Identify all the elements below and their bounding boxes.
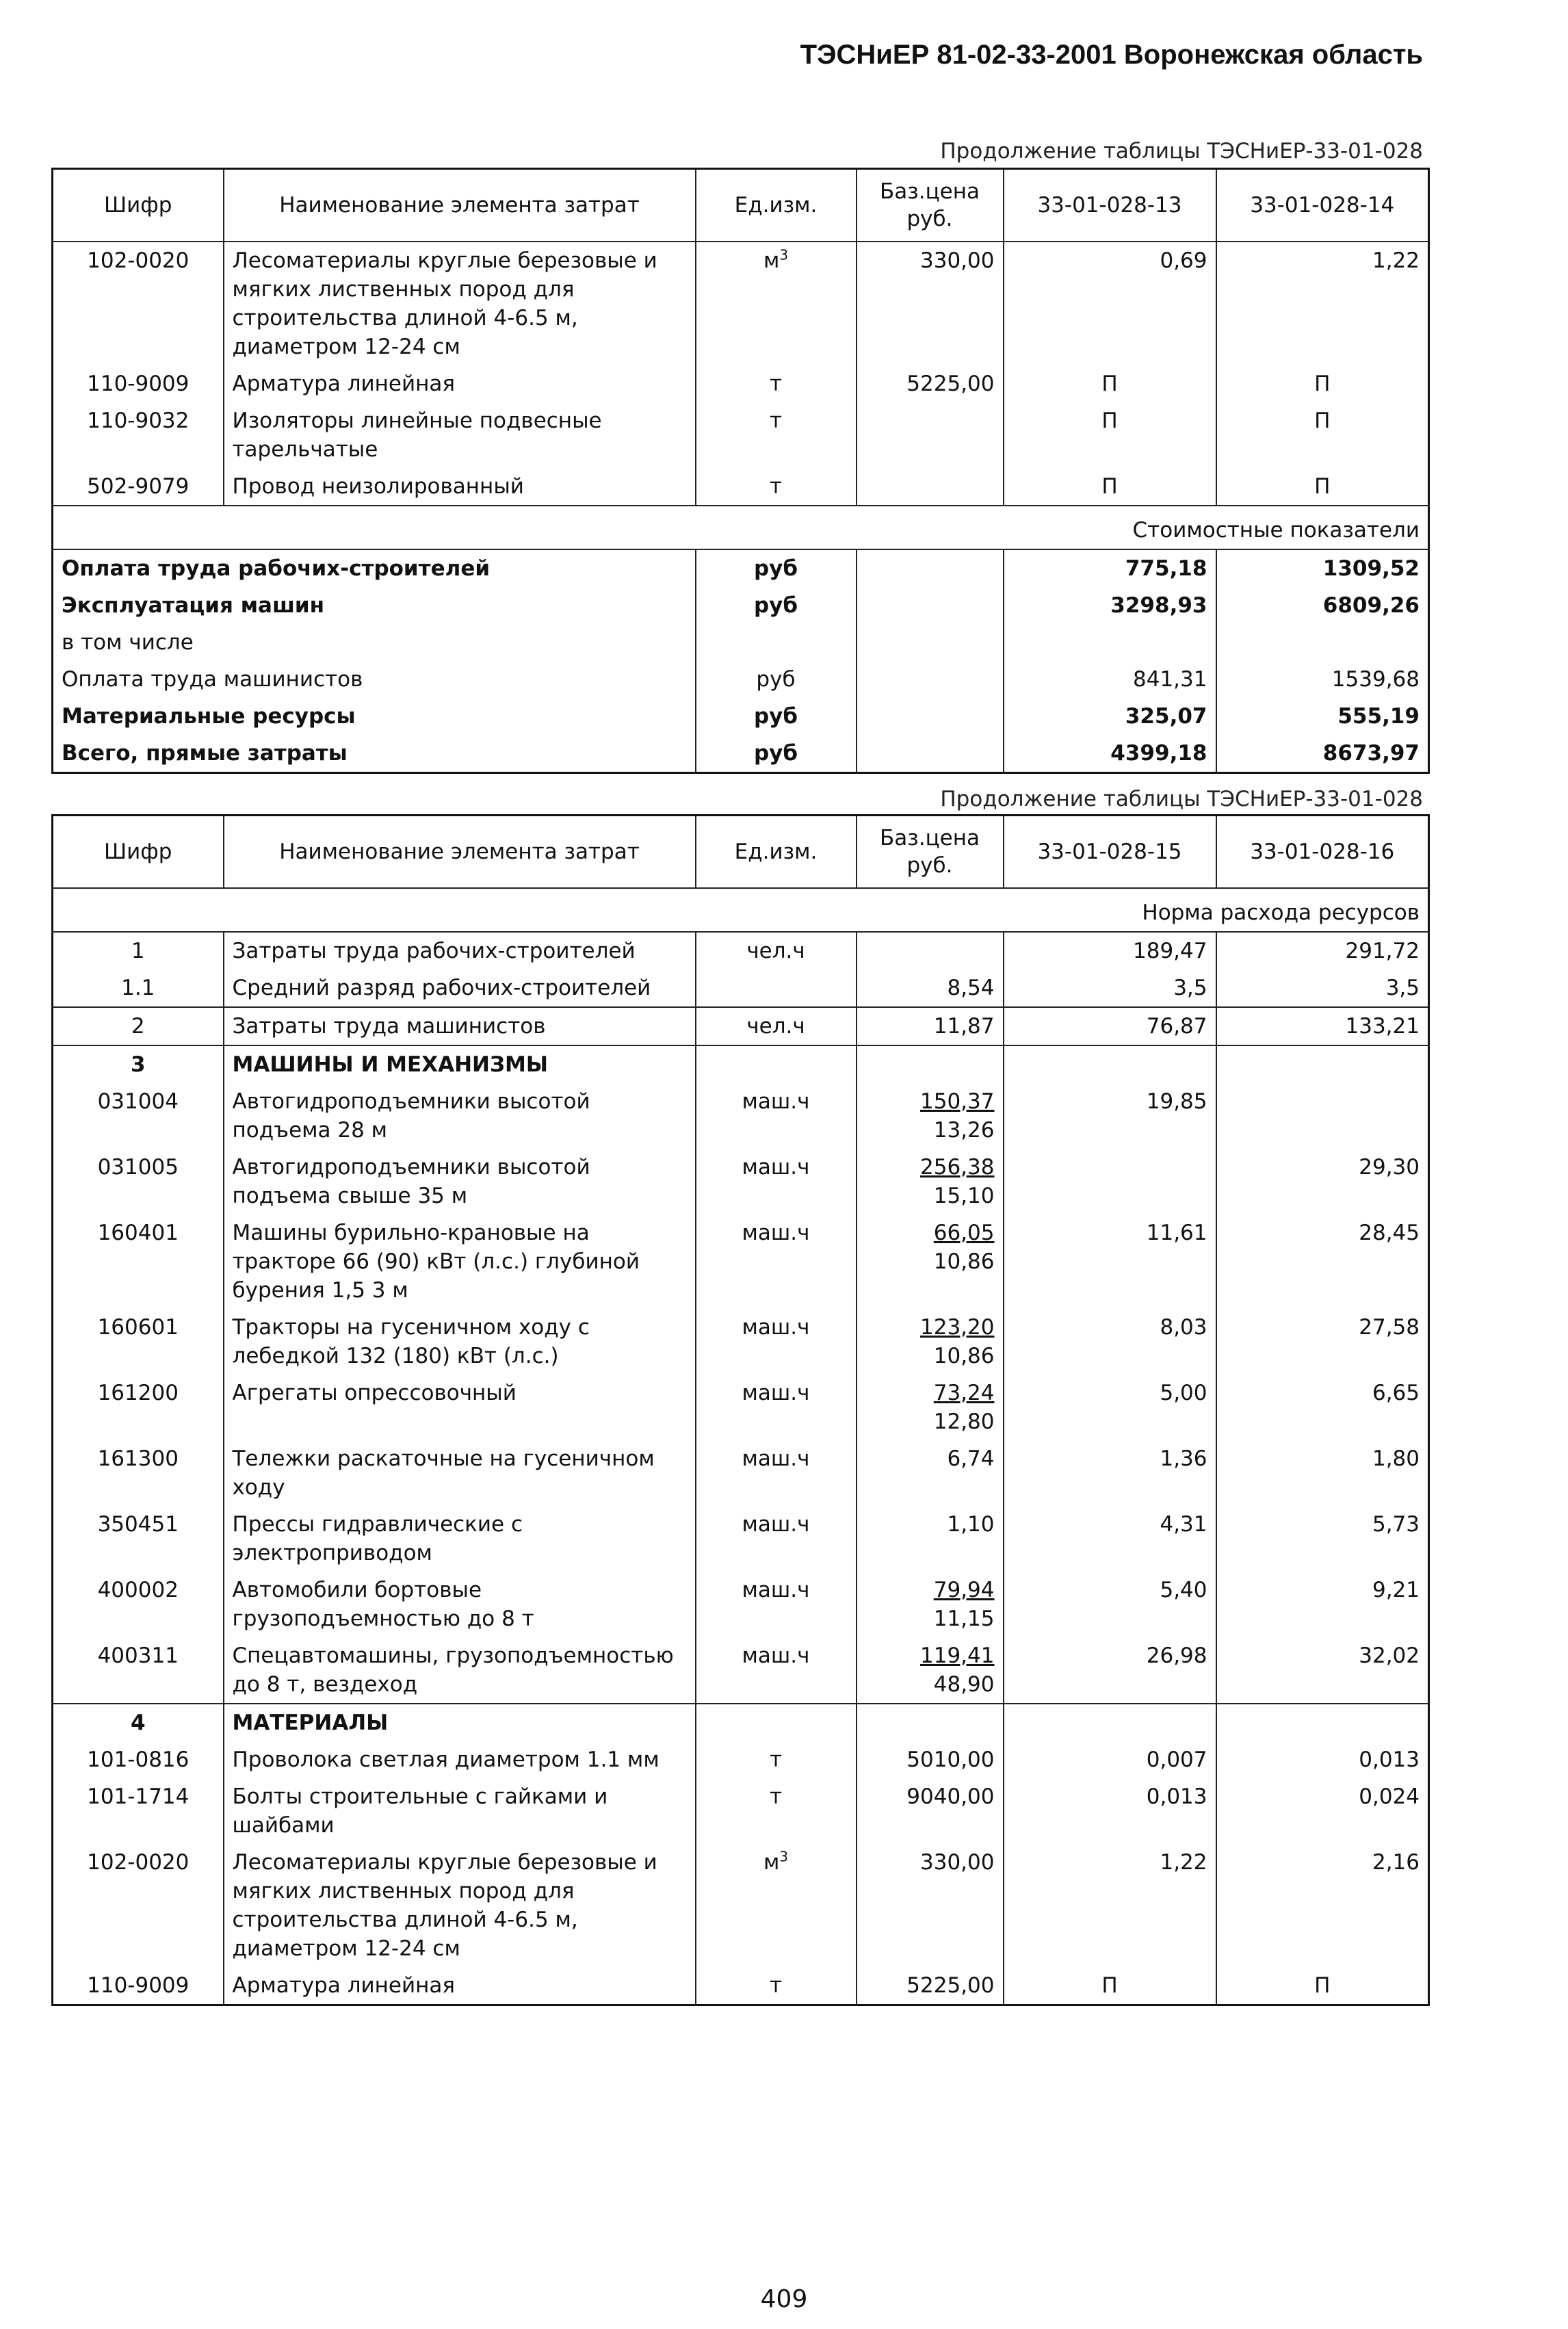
cell-v2: 0,024 [1216,1778,1429,1844]
price-cell [857,1572,1004,1637]
cell-code: 160601 [53,1309,224,1375]
base-price: 119,41 [920,1643,995,1668]
cell-v1: 4,31 [1004,1506,1216,1572]
cell-name: Автогидроподъемники высотой подъема 28 м [224,1083,696,1149]
cell-unit: $м^3$ [696,1844,857,1967]
cell-name: Спецавтомашины, грузоподъемностью до 8 т, вездеход [224,1637,696,1704]
col-header-norm-16: 33-01-028-16 [1216,816,1429,888]
cost-row: Оплата труда машинистов руб 841,31 1539,68 [53,661,1429,698]
cost-row: Оплата труда рабочих-строителей руб 775,18 1309,52 [53,549,1429,587]
col-header-code: Шифр [53,169,224,242]
cell-unit: маш.ч [696,1309,857,1375]
cell-unit: маш.ч [696,1637,857,1704]
cell-name: Затраты труда машинистов [224,1007,696,1045]
col-header-norm-13: 33-01-028-13 [1004,169,1216,242]
cell-unit: маш.ч [696,1149,857,1214]
cell-unit: маш.ч [696,1214,857,1309]
table-row: 110-9032 Изоляторы линейные подвесные тарельчатые т П П [53,402,1429,468]
cost-indicators-label: Стоимостные показатели [53,506,1429,549]
cell-name: Затраты труда рабочих-строителей [224,932,696,970]
cell-v2: 3,5 [1216,970,1429,1007]
table-row [53,1083,1429,1149]
cell-v2: 29,30 [1216,1149,1429,1214]
cell-name: Средний разряд рабочих-строителей [224,970,696,1007]
table-row [53,1572,1429,1637]
operator-wage-price: 12,80 [933,1409,995,1434]
price-cell [857,1506,1004,1572]
cost-row: Эксплуатация машин руб 3298,93 6809,26 [53,587,1429,624]
resource-table-2 [51,814,1430,2006]
table-row [53,1778,1429,1844]
col-header-price: Баз.цена руб. [857,169,1004,242]
operator-wage-price: 10,86 [933,1249,995,1274]
resource-table-1 [51,168,1430,774]
base-price: 150,37 [920,1089,995,1114]
price-cell [857,1214,1004,1309]
price-cell [857,1637,1004,1704]
resource-norm-label: Норма расхода ресурсов [53,888,1429,932]
table2-caption: Продолжение таблицы ТЭСНиЕР-33-01-028 [940,787,1423,811]
price-cell [857,970,1004,1007]
operator-wage-price: 10,86 [933,1343,995,1368]
table1-caption: Продолжение таблицы ТЭСНиЕР-33-01-028 [940,139,1423,164]
cell-v2: П [1216,1967,1429,2005]
cell-v1: 1,36 [1004,1440,1216,1506]
table-row [53,932,1429,970]
cell-code: 350451 [53,1506,224,1572]
base-price: 330,00 [920,1849,995,1875]
cell-code: 3 [53,1045,224,1083]
cell-v1: П [1004,1967,1216,2005]
operator-wage-price: 11,15 [933,1606,995,1631]
col-header-norm-14: 33-01-028-14 [1216,169,1429,242]
table-row: 502-9079 Провод неизолированный т П П [53,468,1429,506]
price-cell [857,1083,1004,1149]
col-header-code: Шифр [53,816,224,888]
cell-v1: 189,47 [1004,932,1216,970]
price-cell [857,1844,1004,1967]
page-number: 409 [760,2285,808,2313]
cell-unit: маш.ч [696,1572,857,1637]
cell-name: Болты строительные с гайками и шайбами [224,1778,696,1844]
table-row [53,1007,1429,1045]
cell-v1: 0,013 [1004,1778,1216,1844]
price-cell [857,1149,1004,1214]
cell-name: Прессы гидравлические с электроприводом [224,1506,696,1572]
cell-unit [696,1704,857,1741]
price-cell [857,1309,1004,1375]
cell-v2: 133,21 [1216,1007,1429,1045]
cell-unit [696,1045,857,1083]
cell-unit: маш.ч [696,1506,857,1572]
cell-unit: маш.ч [696,1375,857,1440]
table-row [53,1844,1429,1967]
cell-name: Автомобили бортовые грузоподъемностью до 8 т [224,1572,696,1637]
section-label-row [53,888,1429,932]
cell-v2: 9,21 [1216,1572,1429,1637]
cell-name: Лесоматериалы круглые березовые и мягких лиственных пород для строительства длиной 4-6.5 м, диаметром 12-24 см [224,1844,696,1967]
cell-name: Автогидроподъемники высотой подъема свыше 35 м [224,1149,696,1214]
price-cell [857,1741,1004,1778]
cell-v2: 32,02 [1216,1637,1429,1704]
price-cell [857,1007,1004,1045]
cell-unit: т [696,1967,857,2005]
cell-name: МАТЕРИАЛЫ [224,1704,696,1741]
cell-v1: 0,007 [1004,1741,1216,1778]
base-price: 6,74 [947,1446,995,1471]
table-row: 102-0020 Лесоматериалы круглые березовые и мягких лиственных пород для строительства длиной 4-6.5 м, диаметром 12-24 см $м^3$ 330,00 0,69 1,22 [53,242,1429,365]
cell-unit: чел.ч [696,932,857,970]
cost-row: Материальные ресурсы руб 325,07 555,19 [53,698,1429,735]
cell-code: 102-0020 [53,1844,224,1967]
cell-code: 101-0816 [53,1741,224,1778]
col-header-name: Наименование элемента затрат [224,816,696,888]
base-price: 5225,00 [906,1973,995,1998]
cell-name: Тележки раскаточные на гусеничном ходу [224,1440,696,1506]
table-row [53,1741,1429,1778]
price-cell [857,1375,1004,1440]
cell-v1: 26,98 [1004,1637,1216,1704]
cell-v2: 5,73 [1216,1506,1429,1572]
cell-name: Машины бурильно-крановые на тракторе 66 (90) кВт (л.с.) глубиной бурения 1,5 3 м [224,1214,696,1309]
operator-wage-price: 48,90 [933,1671,995,1697]
table-row [53,1967,1429,2005]
table-row [53,1506,1429,1572]
cell-v1: 5,00 [1004,1375,1216,1440]
price-cell [857,1440,1004,1506]
table-row [53,1375,1429,1440]
table-row: 110-9009 Арматура линейная т 5225,00 П П [53,365,1429,402]
cell-v2: 291,72 [1216,932,1429,970]
col-header-name: Наименование элемента затрат [224,169,696,242]
cell-unit: чел.ч [696,1007,857,1045]
cell-unit: т [696,1741,857,1778]
col-header-price: Баз.цена руб. [857,816,1004,888]
cell-code: 400002 [53,1572,224,1637]
section-heading-row [53,1045,1429,1083]
cell-v2 [1216,1045,1429,1083]
base-price: 11,87 [933,1013,995,1039]
cell-v2 [1216,1704,1429,1741]
cell-v1 [1004,1045,1216,1083]
cell-unit [696,970,857,1007]
cell-v1: 76,87 [1004,1007,1216,1045]
cell-unit: т [696,1778,857,1844]
price-cell [857,1704,1004,1741]
col-header-norm-15: 33-01-028-15 [1004,816,1216,888]
base-price: 1,10 [947,1511,995,1537]
col-header-unit: Ед.изм. [696,816,857,888]
cell-code: 110-9009 [53,1967,224,2005]
cost-row: Всего, прямые затраты руб 4399,18 8673,97 [53,735,1429,773]
base-price: 256,38 [920,1154,995,1180]
cell-name: Проволока светлая диаметром 1.1 мм [224,1741,696,1778]
base-price: 66,05 [933,1220,995,1245]
operator-wage-price: 15,10 [933,1183,995,1208]
price-cell [857,1045,1004,1083]
base-price: 9040,00 [906,1784,995,1809]
col-header-unit: Ед.изм. [696,169,857,242]
table-row [53,1149,1429,1214]
cell-v1: 8,03 [1004,1309,1216,1375]
cell-v2: 27,58 [1216,1309,1429,1375]
operator-wage-price: 13,26 [933,1117,995,1143]
cell-code: 2 [53,1007,224,1045]
cell-v2 [1216,1083,1429,1149]
cell-code: 161300 [53,1440,224,1506]
cell-name: Агрегаты опрессовочный [224,1375,696,1440]
cell-code: 400311 [53,1637,224,1704]
cell-v2: 0,013 [1216,1741,1429,1778]
price-cell [857,932,1004,970]
table-row [53,1309,1429,1375]
section-label-row [53,506,1429,549]
document-title: ТЭСНиЕР 81-02-33-2001 Воронежская область [800,40,1423,70]
cell-name: МАШИНЫ И МЕХАНИЗМЫ [224,1045,696,1083]
cell-code: 161200 [53,1375,224,1440]
cell-unit: маш.ч [696,1440,857,1506]
table-row [53,1637,1429,1704]
cell-v2: 1,80 [1216,1440,1429,1506]
cell-v1: 1,22 [1004,1844,1216,1967]
price-cell [857,1778,1004,1844]
table-row [53,970,1429,1007]
cell-v1: 19,85 [1004,1083,1216,1149]
base-price: 8,54 [947,975,995,1000]
cell-v2: 2,16 [1216,1844,1429,1967]
cell-v2: 6,65 [1216,1375,1429,1440]
cell-code: 160401 [53,1214,224,1309]
cost-row: в том числе [53,624,1429,661]
cell-v2: 28,45 [1216,1214,1429,1309]
cell-v1: 5,40 [1004,1572,1216,1637]
cell-code: 101-1714 [53,1778,224,1844]
cell-code: 4 [53,1704,224,1741]
table-row [53,1214,1429,1309]
cell-v1: 11,61 [1004,1214,1216,1309]
price-cell [857,1967,1004,2005]
cell-v1 [1004,1704,1216,1741]
base-price: 5010,00 [906,1747,995,1772]
cell-unit: маш.ч [696,1083,857,1149]
cell-name: Тракторы на гусеничном ходу с лебедкой 132 (180) кВт (л.с.) [224,1309,696,1375]
table-row [53,1440,1429,1506]
cell-v1: 3,5 [1004,970,1216,1007]
cell-v1 [1004,1149,1216,1214]
base-price: 123,20 [920,1314,995,1340]
cell-code: 031004 [53,1083,224,1149]
base-price: 79,94 [933,1577,995,1602]
section-heading-row [53,1704,1429,1741]
base-price: 73,24 [933,1380,995,1405]
cell-code: 1 [53,932,224,970]
cell-code: 1.1 [53,970,224,1007]
cell-code: 031005 [53,1149,224,1214]
cell-name: Арматура линейная [224,1967,696,2005]
